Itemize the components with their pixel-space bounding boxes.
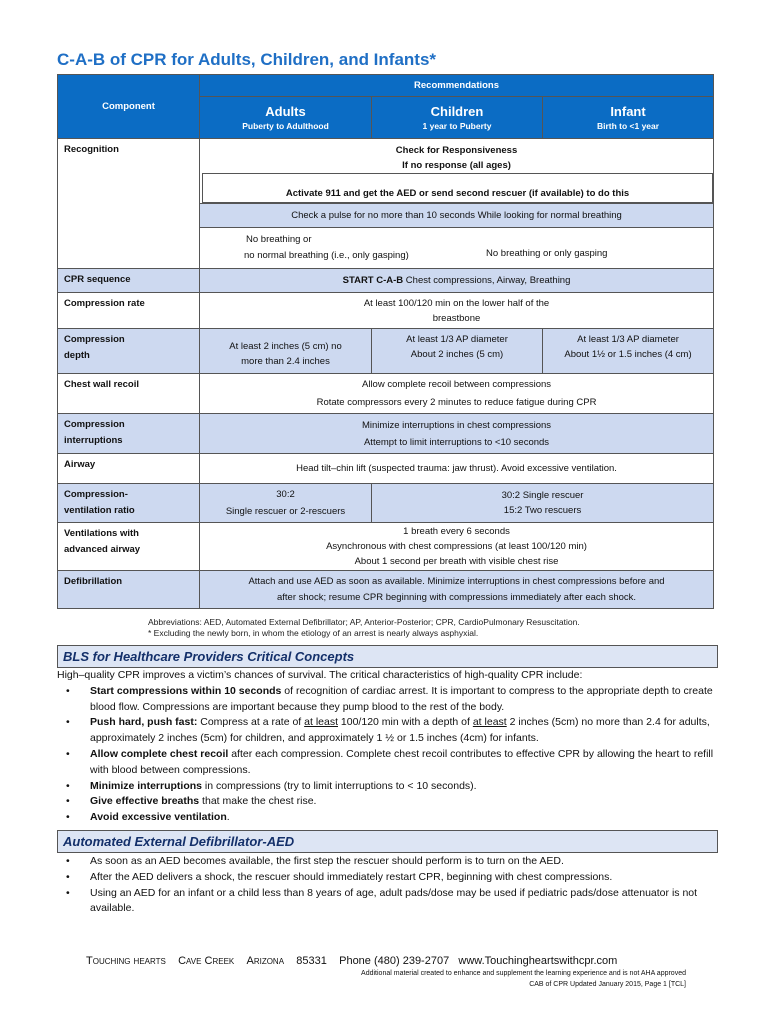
chest-wall-recoil-line-1: Allow complete recoil between compressions bbox=[362, 378, 552, 390]
bls-intro: High–quality CPR improves a victim’s chances of survival. The critical characteristics of high-quality CPR include: bbox=[57, 669, 583, 681]
row-label-ratio bbox=[58, 484, 200, 523]
interruptions-label-1: Compression bbox=[64, 419, 125, 430]
row-label-defibrillation: Defibrillation bbox=[58, 571, 200, 609]
recommendations-header: Recommendations bbox=[200, 75, 714, 97]
chest-wall-recoil-line-2: Rotate compressors every 2 minutes to reduce fatigue during CPR bbox=[316, 396, 597, 408]
depth-infant-line-2: About 1½ or 1.5 inches (4 cm) bbox=[564, 349, 692, 360]
compression-rate-line-1: At least 100/120 min on the lower half of the bbox=[363, 297, 550, 309]
row-label-compression-rate: Compression rate bbox=[58, 293, 200, 329]
ratio-child-infant bbox=[372, 484, 714, 523]
interruptions-label-2: interruptions bbox=[64, 435, 123, 446]
list-item: • Give effective breaths that make the chest rise. bbox=[66, 795, 317, 808]
airway-value: Head tilt–chin lift (suspected trauma: jaw thrust). Avoid excessive ventilation. bbox=[200, 454, 714, 484]
abbreviations-line-1: Abbreviations: AED, Automated External Defibrillator; AP, Anterior-Posterior; CPR, CardioPulmonary Resuscitation. bbox=[148, 617, 580, 627]
ratio-adults-line-2: Single rescuer or 2-rescuers bbox=[225, 506, 346, 517]
recognition-line-4: Check a pulse for no more than 10 seconds While looking for normal breathing bbox=[291, 210, 622, 221]
depth-children-line-2: About 2 inches (5 cm) bbox=[410, 349, 504, 360]
recognition-responsiveness bbox=[200, 139, 713, 173]
recognition-line-1: Check for Responsiveness bbox=[395, 145, 518, 156]
list-item: • Minimize interruptions in compressions (try to limit interruptions to < 10 seconds). bbox=[66, 779, 477, 792]
depth-infant-line-1: At least 1/3 AP diameter bbox=[577, 334, 679, 345]
child-infant-breathing: No breathing or only gasping bbox=[486, 248, 608, 259]
interruptions-line-2: Attempt to limit interruptions to <10 seconds bbox=[363, 436, 550, 448]
footer-website-link[interactable]: www.Touchingheartswithcpr.com bbox=[458, 955, 618, 967]
component-header: Component bbox=[58, 75, 200, 139]
ratio-label-2: ventilation ratio bbox=[64, 505, 135, 516]
row-label-recognition: Recognition bbox=[58, 139, 200, 269]
aed-list bbox=[57, 854, 717, 917]
column-infant-name: Infant bbox=[610, 103, 646, 119]
ratio-child-infant-line-2: 15:2 Two rescuers bbox=[503, 505, 582, 516]
recognition-line-2: If no response (all ages) bbox=[402, 160, 511, 171]
footer-contact bbox=[86, 955, 617, 967]
footer-note: Additional material created to enhance and supplement the learning experience and is not AHA approved bbox=[361, 970, 686, 977]
recognition-breathing bbox=[200, 228, 713, 264]
compression-rate-line-2: breastbone bbox=[432, 312, 481, 324]
ratio-adults-line-1: 30:2 bbox=[276, 489, 295, 500]
row-label-chest-wall-recoil: Chest wall recoil bbox=[58, 374, 200, 414]
footer-org: Touching hearts bbox=[86, 955, 166, 967]
footer-phone: Phone (480) 239-2707 bbox=[339, 955, 450, 967]
recognition-pulse-check bbox=[200, 203, 713, 228]
depth-adults bbox=[200, 329, 372, 374]
column-children-name: Children bbox=[430, 103, 484, 119]
row-label-cpr-sequence: CPR sequence bbox=[58, 269, 200, 293]
depth-adults-line-2: more than 2.4 inches bbox=[241, 356, 330, 367]
column-adults bbox=[200, 97, 372, 139]
cpr-table bbox=[57, 74, 714, 609]
adult-breathing-line-2: no normal breathing (i.e., only gasping) bbox=[244, 250, 409, 261]
bls-list bbox=[57, 684, 717, 826]
column-infant-sub: Birth to <1 year bbox=[596, 120, 660, 131]
bls-heading: BLS for Healthcare Providers Critical Concepts bbox=[57, 645, 718, 668]
depth-infant bbox=[543, 329, 714, 374]
recognition-activate-911 bbox=[202, 173, 713, 203]
column-children bbox=[372, 97, 543, 139]
footer-zip: 85331 bbox=[296, 955, 327, 967]
footer-city: Cave Creek bbox=[178, 955, 235, 967]
depth-children bbox=[372, 329, 543, 374]
row-label-advanced-airway bbox=[58, 523, 200, 571]
advanced-airway-line-1: 1 breath every 6 seconds bbox=[403, 526, 510, 537]
ratio-adults bbox=[200, 484, 372, 523]
recognition-line-3: Activate 911 and get the AED or send second rescuer (if available) to do this bbox=[285, 188, 630, 199]
adult-breathing bbox=[246, 232, 409, 264]
compression-depth-label-2: depth bbox=[64, 350, 90, 361]
list-item: • Using an AED for an infant or a child less than 8 years of age, adult pads/dose may be used if pediatric pads/dose attenuator is not available. bbox=[66, 886, 698, 915]
abbreviations-line-2: * Excluding the newly born, in whom the etiology of an arrest is nearly always asphyxial. bbox=[148, 628, 479, 638]
advanced-airway-label-1: Ventilations with bbox=[64, 528, 139, 539]
list-item: • Push hard, push fast: Compress at a rate of at least 100/120 min with a depth of at least 2 inches (5cm) no more than 2.4 for adults, approximately 2 inches (5cm) for children, and approximately 1 ½ or 1.5 inches (4cm) for infants. bbox=[66, 716, 710, 745]
list-item: • After the AED delivers a shock, the rescuer should immediately restart CPR, beginning with chest compressions. bbox=[66, 870, 613, 883]
cpr-sequence-rest: Chest compressions, Airway, Breathing bbox=[403, 275, 571, 286]
advanced-airway-line-2: Asynchronous with chest compressions (at least 100/120 min) bbox=[326, 541, 587, 552]
footer-update: CAB of CPR Updated January 2015, Page 1 [TCL] bbox=[529, 981, 686, 988]
column-infant bbox=[543, 97, 714, 139]
adult-breathing-line-1: No breathing or bbox=[246, 234, 312, 245]
cpr-sequence-value bbox=[200, 269, 714, 293]
compression-rate-value bbox=[200, 293, 714, 329]
advanced-airway-line-3: About 1 second per breath with visible chest rise bbox=[354, 556, 559, 567]
depth-children-line-1: At least 1/3 AP diameter bbox=[406, 334, 508, 345]
defibrillation-value bbox=[200, 571, 714, 609]
column-adults-sub: Puberty to Adulthood bbox=[242, 120, 329, 131]
defibrillation-line-2: after shock; resume CPR beginning with compressions immediately after each shock. bbox=[276, 591, 637, 603]
ratio-label-1: Compression- bbox=[64, 489, 128, 500]
depth-adults-line-1: At least 2 inches (5 cm) no bbox=[229, 341, 342, 352]
row-label-compression-depth bbox=[58, 329, 200, 374]
list-item: • Allow complete chest recoil after each compression. Complete chest recoil contributes to effective CPR by allowing the heart to refill with blood between compressions. bbox=[66, 747, 714, 776]
defibrillation-line-1: Attach and use AED as soon as available. Minimize interruptions in chest compressions before and bbox=[248, 576, 665, 587]
advanced-airway-label-2: advanced airway bbox=[64, 544, 141, 555]
aed-section bbox=[57, 854, 717, 917]
compression-interruptions-value bbox=[200, 414, 714, 454]
advanced-airway-value bbox=[200, 523, 714, 571]
ratio-child-infant-line-1: 30:2 Single rescuer bbox=[501, 490, 584, 501]
list-item: • Start compressions within 10 seconds of recognition of cardiac arrest. It is important to compress to the appropriate depth to create blood flow. Compressions are important because they pump blood to the rest of the body. bbox=[66, 684, 713, 713]
column-children-sub: 1 year to Puberty bbox=[422, 120, 492, 131]
aed-heading: Automated External Defibrillator-AED bbox=[57, 830, 718, 853]
list-item: • Avoid excessive ventilation. bbox=[66, 811, 230, 824]
compression-depth-label-1: Compression bbox=[64, 334, 125, 345]
interruptions-line-1: Minimize interruptions in chest compressions bbox=[362, 419, 552, 431]
cpr-sequence-start: START C-A-B bbox=[342, 275, 404, 286]
row-label-compression-interruptions bbox=[58, 414, 200, 454]
abbreviations bbox=[148, 617, 580, 639]
row-label-airway: Airway bbox=[58, 454, 200, 484]
column-adults-name: Adults bbox=[265, 103, 306, 119]
page-title: C-A-B of CPR for Adults, Children, and Infants* bbox=[57, 50, 437, 69]
chest-wall-recoil-value bbox=[200, 374, 714, 414]
list-item: • As soon as an AED becomes available, the first step the rescuer should perform is to turn on the AED. bbox=[66, 855, 564, 867]
footer-state: Arizona bbox=[246, 955, 285, 967]
bls-section bbox=[57, 668, 717, 826]
